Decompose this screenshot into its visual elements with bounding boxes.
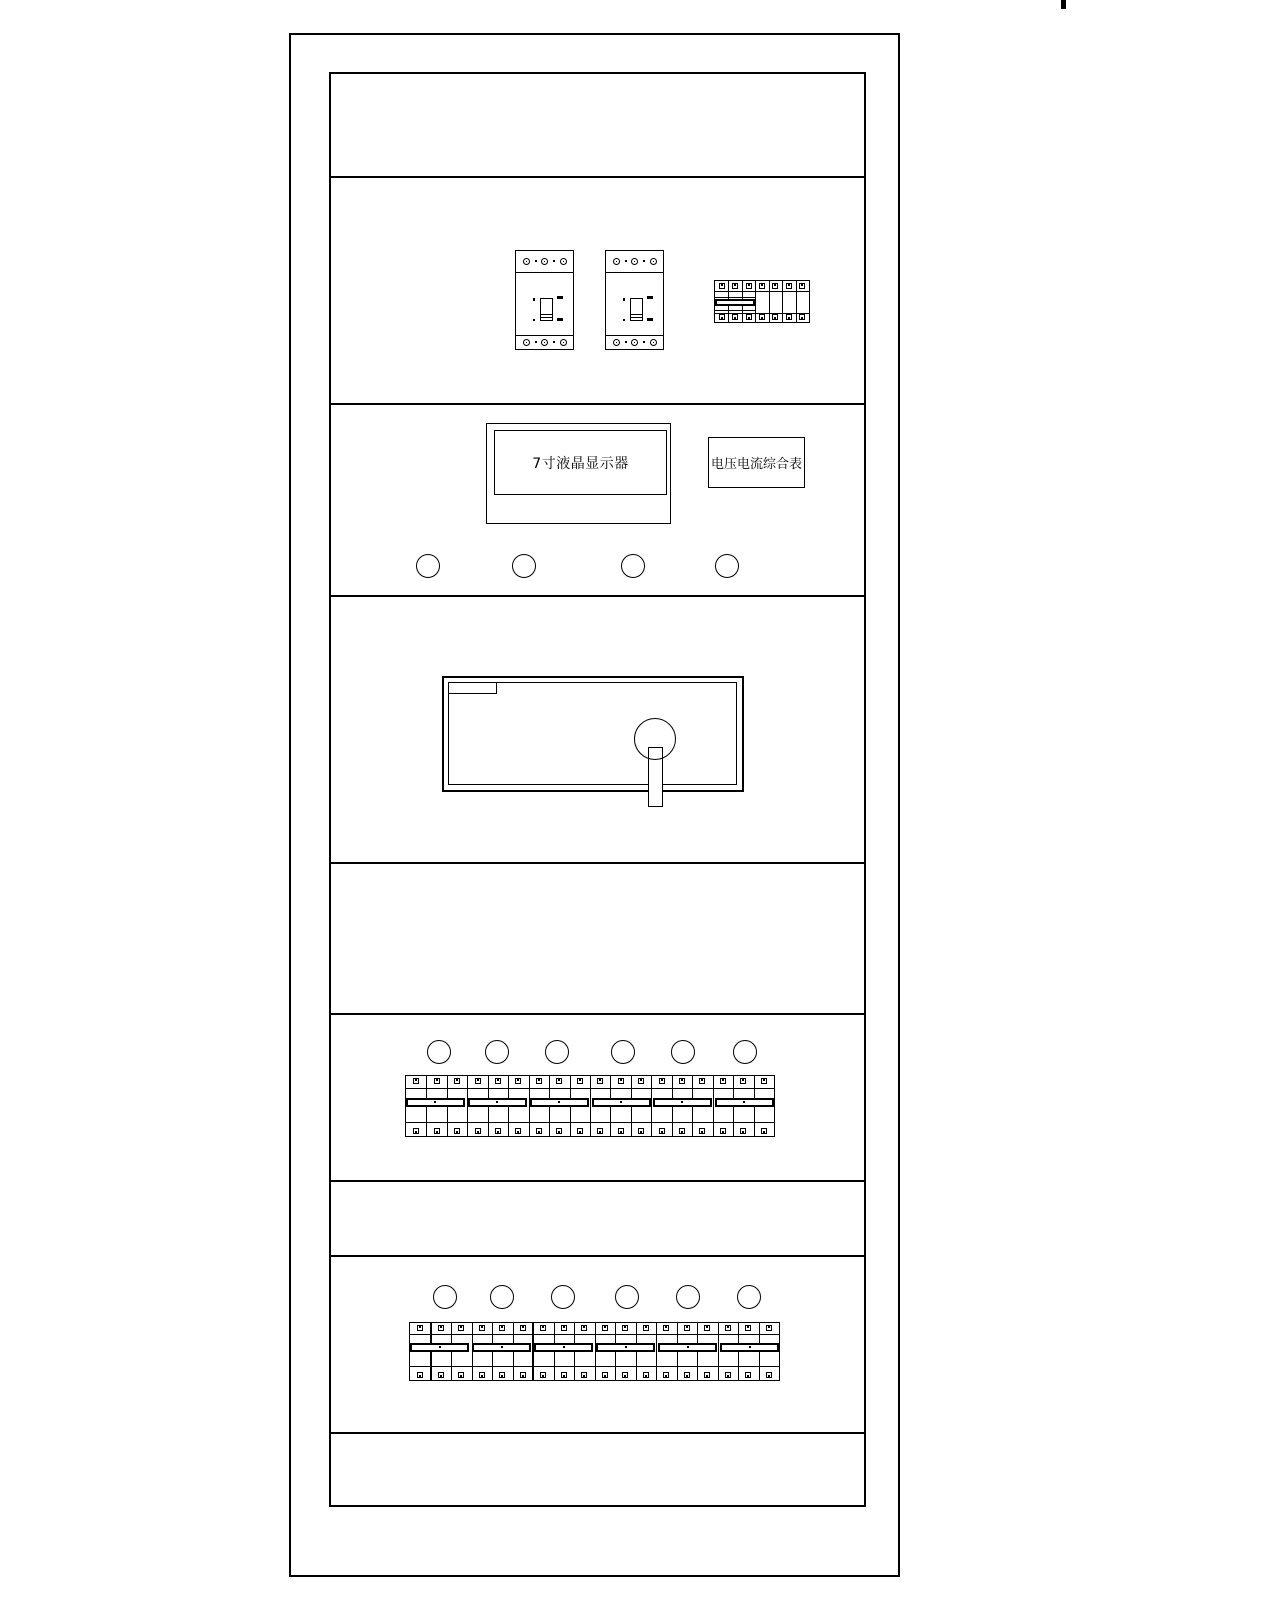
din-clip-icon — [638, 1128, 644, 1134]
din-clip-icon — [479, 1372, 485, 1378]
din-clip-icon — [732, 314, 738, 320]
tie-bar — [530, 1098, 589, 1107]
din-clip-icon — [799, 314, 805, 320]
din-clip-icon — [699, 1078, 705, 1084]
tie-bar-dot — [681, 1101, 683, 1103]
terminal-screw-icon — [650, 258, 657, 265]
din-clip-icon — [659, 1128, 665, 1134]
volt-ammeter-box — [708, 437, 805, 488]
strip-line — [406, 1122, 774, 1123]
tie-bar — [534, 1343, 593, 1352]
tie-bar — [715, 1098, 774, 1107]
din-clip-icon — [732, 283, 738, 289]
terminal-dot — [643, 341, 645, 343]
terminal-dot — [625, 341, 627, 343]
din-clip-icon — [602, 1325, 608, 1331]
din-clip-icon — [746, 283, 752, 289]
indicator-light — [485, 1040, 509, 1064]
module-divider — [718, 1323, 719, 1380]
din-clip-icon — [719, 283, 725, 289]
din-clip-icon — [417, 1325, 423, 1331]
din-clip-icon — [643, 1372, 649, 1378]
din-clip-icon — [515, 1078, 521, 1084]
terminal-screw-icon — [631, 339, 638, 346]
din-clip-icon — [704, 1372, 710, 1378]
mccb-breaker — [605, 250, 664, 350]
din-clip-icon — [536, 1128, 542, 1134]
module-divider — [755, 281, 756, 322]
din-clip-icon — [515, 1128, 521, 1134]
din-clip-icon — [638, 1078, 644, 1084]
tie-bar — [410, 1343, 469, 1352]
module-divider — [590, 1076, 591, 1136]
din-clip-icon — [772, 314, 778, 320]
section-divider — [331, 1255, 864, 1257]
din-clip-icon — [740, 1078, 746, 1084]
din-clip-icon — [766, 1325, 772, 1331]
din-clip-icon — [745, 1372, 751, 1378]
din-clip-icon — [663, 1325, 669, 1331]
module-divider — [651, 1076, 652, 1136]
din-clip-icon — [679, 1128, 685, 1134]
din-clip-icon — [761, 1128, 767, 1134]
mccb-terminal-line — [606, 272, 663, 273]
terminal-screw-icon — [541, 258, 548, 265]
din-clip-icon — [434, 1128, 440, 1134]
module-divider — [656, 1323, 657, 1380]
mccb-mark — [533, 298, 535, 301]
section-divider — [331, 1013, 864, 1015]
tie-bar-dot — [620, 1101, 622, 1103]
pole-group-line — [715, 310, 755, 311]
din-clip-icon — [684, 1372, 690, 1378]
mccb-mark — [647, 318, 653, 321]
strip-line — [406, 1088, 774, 1089]
indicator-light — [490, 1285, 514, 1309]
terminal-screw-icon — [523, 258, 530, 265]
switch-knob-circle — [634, 718, 676, 760]
section-divider — [331, 1432, 864, 1434]
indicator-light — [551, 1285, 575, 1309]
din-clip-icon — [766, 1372, 772, 1378]
din-clip-icon — [454, 1128, 460, 1134]
indicator-light — [433, 1285, 457, 1309]
din-clip-icon — [520, 1325, 526, 1331]
terminal-screw-icon — [631, 258, 638, 265]
din-clip-icon — [597, 1128, 603, 1134]
mccb-terminal-line — [516, 272, 573, 273]
din-clip-icon — [602, 1372, 608, 1378]
din-clip-icon — [495, 1128, 501, 1134]
mccb-toggle-line — [630, 314, 643, 315]
din-clip-icon — [536, 1078, 542, 1084]
terminal-screw-icon — [613, 339, 620, 346]
section-divider — [331, 862, 864, 864]
tie-bar — [472, 1343, 531, 1352]
switch-box-nameplate — [448, 682, 497, 694]
mccb-breaker — [515, 250, 574, 350]
tie-bar-dot — [625, 1346, 627, 1348]
section-divider — [331, 176, 864, 178]
din-clip-icon — [699, 1128, 705, 1134]
indicator-light — [427, 1040, 451, 1064]
indicator-light — [676, 1285, 700, 1309]
din-clip-icon — [556, 1128, 562, 1134]
strip-line — [410, 1334, 779, 1335]
din-clip-icon — [540, 1372, 546, 1378]
tie-bar-dot — [743, 1101, 745, 1103]
indicator-light — [671, 1040, 695, 1064]
din-clip-icon — [556, 1078, 562, 1084]
din-clip-icon — [479, 1325, 485, 1331]
tie-bar-dot — [496, 1101, 498, 1103]
din-clip-icon — [622, 1372, 628, 1378]
tie-bar-dot — [501, 1346, 503, 1348]
mccb-toggle-line — [540, 317, 553, 318]
volt-ammeter-label: 电压电流综合表 — [710, 457, 802, 472]
din-clip-icon — [581, 1325, 587, 1331]
indicator-light — [512, 554, 536, 578]
terminal-screw-icon — [650, 339, 657, 346]
din-clip-icon — [684, 1325, 690, 1331]
tie-bar-dot — [434, 1101, 436, 1103]
din-clip-icon — [761, 1078, 767, 1084]
tie-bar-dot — [687, 1346, 689, 1348]
din-clip-icon — [561, 1372, 567, 1378]
mccb-mark — [623, 298, 625, 301]
din-clip-icon — [581, 1372, 587, 1378]
module-divider — [796, 281, 797, 322]
terminal-dot — [553, 260, 555, 262]
tie-bar — [406, 1098, 465, 1107]
din-clip-icon — [577, 1078, 583, 1084]
din-clip-icon — [725, 1372, 731, 1378]
strip-line — [410, 1366, 779, 1367]
din-clip-icon — [663, 1372, 669, 1378]
terminal-screw-icon — [613, 258, 620, 265]
tie-bar — [468, 1098, 527, 1107]
terminal-dot — [553, 341, 555, 343]
din-clip-icon — [659, 1078, 665, 1084]
din-clip-icon — [759, 283, 765, 289]
din-clip-icon — [772, 283, 778, 289]
tie-bar — [715, 299, 755, 306]
terminal-dot — [643, 260, 645, 262]
din-clip-icon — [799, 283, 805, 289]
din-clip-icon — [413, 1078, 419, 1084]
tie-bar-dot — [563, 1346, 565, 1348]
din-clip-icon — [740, 1128, 746, 1134]
din-clip-icon — [520, 1372, 526, 1378]
mccb-terminal-line — [606, 335, 663, 336]
din-breaker-small — [714, 280, 810, 323]
lcd-display-screen — [494, 430, 667, 495]
tie-bar-dot — [749, 1346, 751, 1348]
din-clip-icon — [679, 1078, 685, 1084]
din-clip-icon — [438, 1372, 444, 1378]
din-clip-icon — [458, 1325, 464, 1331]
din-clip-icon — [725, 1325, 731, 1331]
section-divider — [331, 403, 864, 405]
section-divider — [331, 1180, 864, 1182]
din-clip-icon — [786, 314, 792, 320]
indicator-light — [416, 554, 440, 578]
din-clip-icon — [495, 1078, 501, 1084]
pole-group-line — [715, 297, 755, 298]
din-clip-icon — [475, 1078, 481, 1084]
din-clip-icon — [597, 1078, 603, 1084]
din-clip-icon — [618, 1128, 624, 1134]
tie-bar-dot — [439, 1346, 441, 1348]
din-clip-icon — [458, 1372, 464, 1378]
module-divider — [782, 281, 783, 322]
din-clip-icon — [417, 1372, 423, 1378]
strip-line — [715, 291, 809, 292]
din-clip-icon — [704, 1325, 710, 1331]
din-clip-icon — [719, 314, 725, 320]
tie-bar — [720, 1343, 779, 1352]
din-clip-icon — [622, 1325, 628, 1331]
indicator-light — [615, 1285, 639, 1309]
din-clip-icon — [643, 1325, 649, 1331]
mccb-mark — [647, 296, 653, 299]
mccb-mark — [557, 296, 563, 299]
lcd-display-label: 7寸液晶显示器 — [532, 455, 629, 472]
sheet-tick-mark — [1061, 0, 1066, 9]
din-clip-icon — [577, 1128, 583, 1134]
section-divider — [331, 595, 864, 597]
tie-bar — [592, 1098, 651, 1107]
terminal-screw-icon — [523, 339, 530, 346]
din-clip-icon — [540, 1325, 546, 1331]
indicator-light — [621, 554, 645, 578]
din-clip-icon — [561, 1325, 567, 1331]
mccb-mark — [557, 318, 563, 321]
terminal-screw-icon — [560, 258, 567, 265]
din-clip-icon — [413, 1128, 419, 1134]
mccb-mark — [533, 319, 535, 321]
din-clip-icon — [499, 1325, 505, 1331]
din-clip-icon — [720, 1078, 726, 1084]
din-clip-icon — [475, 1128, 481, 1134]
terminal-dot — [625, 260, 627, 262]
module-divider — [769, 281, 770, 322]
din-clip-icon — [434, 1078, 440, 1084]
terminal-dot — [535, 260, 537, 262]
tie-bar-dot — [558, 1101, 560, 1103]
din-clip-icon — [618, 1078, 624, 1084]
terminal-dot — [535, 341, 537, 343]
din-clip-icon — [746, 314, 752, 320]
indicator-light — [737, 1285, 761, 1309]
feeder-strip-2 — [409, 1322, 780, 1381]
indicator-light — [715, 554, 739, 578]
din-clip-icon — [499, 1372, 505, 1378]
feeder-strip-1 — [405, 1075, 775, 1137]
indicator-light — [733, 1040, 757, 1064]
terminal-screw-icon — [560, 339, 567, 346]
din-clip-icon — [759, 314, 765, 320]
tie-bar — [653, 1098, 712, 1107]
indicator-light — [611, 1040, 635, 1064]
module-divider — [713, 1076, 714, 1136]
indicator-light — [545, 1040, 569, 1064]
din-clip-icon — [454, 1078, 460, 1084]
tie-bar — [658, 1343, 717, 1352]
din-clip-icon — [438, 1325, 444, 1331]
terminal-screw-icon — [541, 339, 548, 346]
din-clip-icon — [745, 1325, 751, 1331]
switch-box-inner — [448, 682, 737, 785]
tie-bar — [596, 1343, 655, 1352]
mccb-terminal-line — [516, 335, 573, 336]
mccb-toggle-line — [630, 317, 643, 318]
mccb-toggle-line — [540, 314, 553, 315]
din-clip-icon — [720, 1128, 726, 1134]
mccb-mark — [623, 319, 625, 321]
din-clip-icon — [786, 283, 792, 289]
